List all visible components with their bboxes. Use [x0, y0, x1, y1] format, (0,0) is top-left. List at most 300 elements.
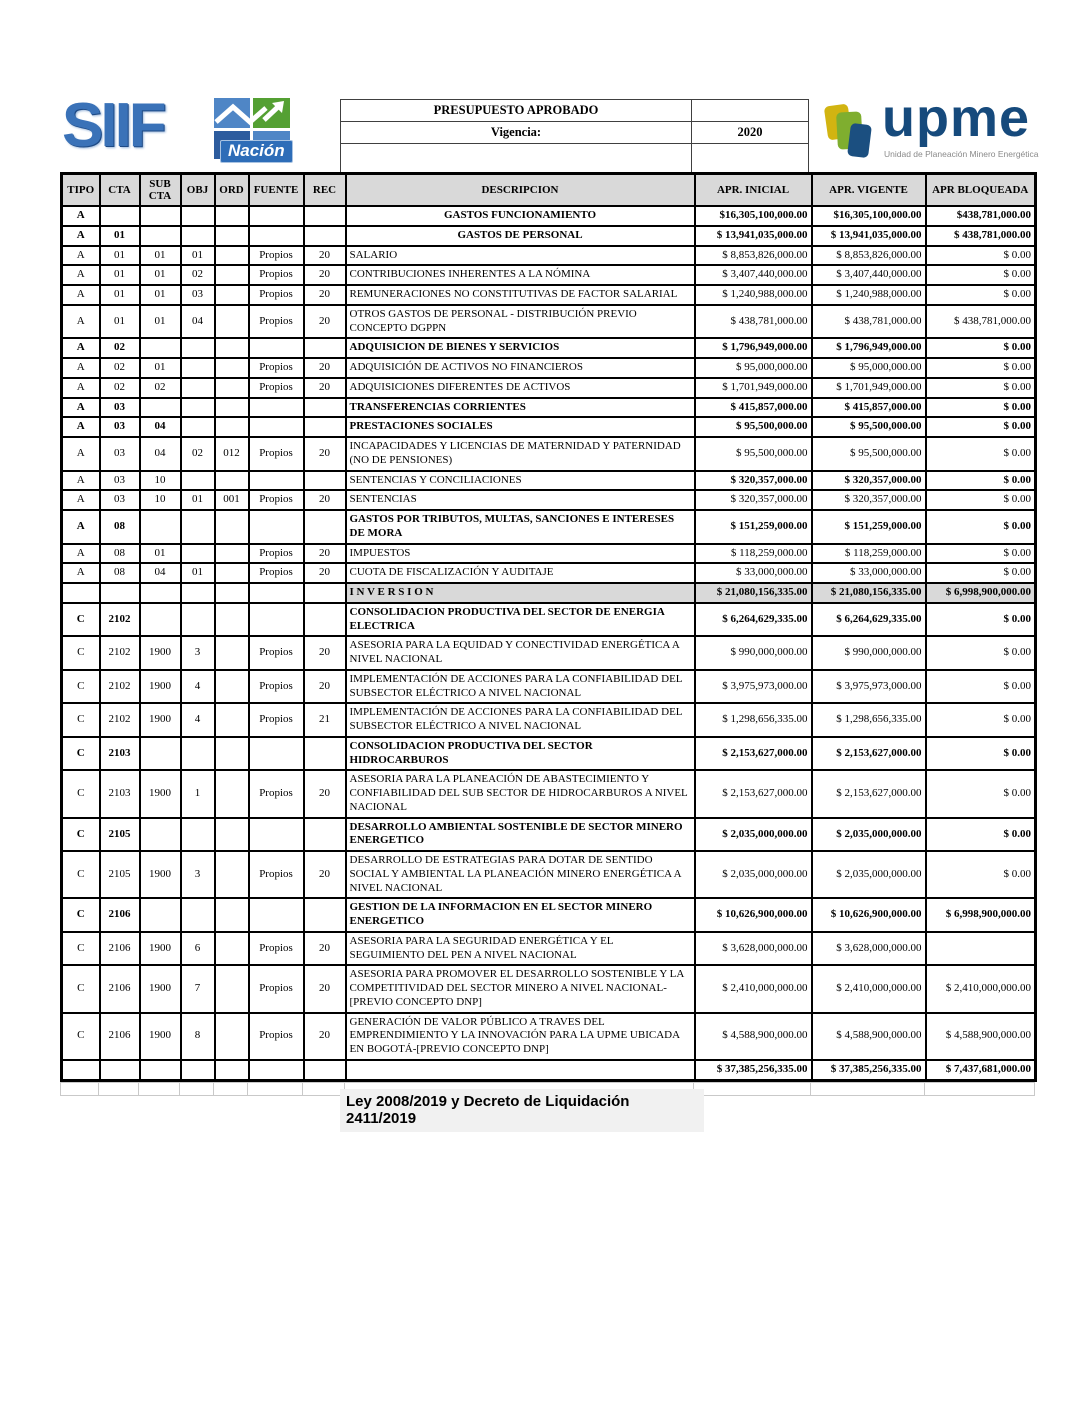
- cell-obj: [181, 510, 215, 544]
- table-row: [62, 398, 1036, 418]
- cell-apr-bloqueada: $ 0.00: [926, 398, 1036, 418]
- cell-apr-bloqueada: $ 6,998,900,000.00: [926, 583, 1036, 603]
- cell-rec: 20: [304, 851, 346, 898]
- cell-apr-vigente: $ 151,259,000.00: [812, 510, 926, 544]
- cell-sub: 04: [140, 437, 181, 471]
- cell-obj: [181, 378, 215, 398]
- cell-fuente: [249, 898, 304, 932]
- cell-obj: [181, 471, 215, 491]
- cell-obj: [181, 603, 215, 637]
- cell-obj: 04: [181, 305, 215, 339]
- cell-apr-bloqueada: $ 0.00: [926, 378, 1036, 398]
- cell-desc: GESTION DE LA INFORMACION EN EL SECTOR MINERO ENERGETICO: [346, 898, 695, 932]
- cell-tipo: A: [62, 358, 100, 378]
- header-box: [340, 99, 809, 173]
- cell-sub: [140, 510, 181, 544]
- cell-apr-inicial: $ 95,500,000.00: [695, 437, 812, 471]
- cell-apr-vigente: $ 1,240,988,000.00: [812, 285, 926, 305]
- cell-apr-bloqueada: $ 0.00: [926, 358, 1036, 378]
- cell-apr-inicial: $ 95,000,000.00: [695, 358, 812, 378]
- cell-sub: 02: [140, 378, 181, 398]
- table-row: [62, 703, 1036, 737]
- cell-tipo: [62, 583, 100, 603]
- cell-apr-vigente: $ 33,000,000.00: [812, 563, 926, 583]
- cell-rec: 20: [304, 246, 346, 266]
- cell-apr-vigente: $ 320,357,000.00: [812, 471, 926, 491]
- table-row: [62, 583, 1036, 603]
- cell-ord: [215, 770, 249, 817]
- cell-apr-inicial: $ 118,259,000.00: [695, 544, 812, 564]
- cell-desc: DESARROLLO AMBIENTAL SOSTENIBLE DE SECTOR MINERO ENERGETICO: [346, 818, 695, 852]
- cell-apr-bloqueada: $ 0.00: [926, 544, 1036, 564]
- cell-cta: [100, 583, 140, 603]
- cell-tipo: A: [62, 437, 100, 471]
- spacer-cell: [139, 1082, 180, 1095]
- cell-apr-vigente: $ 8,853,826,000.00: [812, 246, 926, 266]
- budget-table-body: [62, 206, 1036, 1080]
- cell-apr-inicial: $ 1,701,949,000.00: [695, 378, 812, 398]
- budget-table-header: [62, 174, 1036, 207]
- cell-rec: 20: [304, 1013, 346, 1060]
- cell-cta: 2106: [100, 932, 140, 966]
- cell-apr-inicial: $ 37,385,256,335.00: [695, 1060, 812, 1080]
- cell-rec: 20: [304, 932, 346, 966]
- cell-apr-inicial: $ 13,941,035,000.00: [695, 226, 812, 246]
- cell-apr-vigente: $ 1,701,949,000.00: [812, 378, 926, 398]
- cell-apr-inicial: $ 3,407,440,000.00: [695, 265, 812, 285]
- cell-apr-vigente: $ 95,500,000.00: [812, 437, 926, 471]
- table-row: [62, 358, 1036, 378]
- cell-fuente: Propios: [249, 358, 304, 378]
- cell-cta: 2102: [100, 603, 140, 637]
- cell-rec: [304, 818, 346, 852]
- cell-tipo: C: [62, 603, 100, 637]
- column-header-apr-bloqueada: APR BLOQUEADA: [926, 174, 1036, 207]
- cell-obj: [181, 226, 215, 246]
- table-row: [62, 378, 1036, 398]
- cell-rec: 20: [304, 965, 346, 1012]
- upme-leaf-blue: [847, 123, 872, 158]
- cell-cta: 2106: [100, 1013, 140, 1060]
- cell-tipo: A: [62, 563, 100, 583]
- cell-fuente: Propios: [249, 246, 304, 266]
- cell-ord: [215, 703, 249, 737]
- cell-apr-inicial: $ 2,035,000,000.00: [695, 851, 812, 898]
- cell-desc: GASTOS POR TRIBUTOS, MULTAS, SANCIONES E INTERESES DE MORA: [346, 510, 695, 544]
- cell-desc: ASESORIA PARA PROMOVER EL DESARROLLO SOSTENIBLE Y LA COMPETITIVIDAD DEL SECTOR MINERO A NIVEL NACIONAL-[PREVIO CONCEPTO DNP]: [346, 965, 695, 1012]
- cell-ord: 012: [215, 437, 249, 471]
- cell-apr-vigente: $ 13,941,035,000.00: [812, 226, 926, 246]
- cell-apr-vigente: $ 6,264,629,335.00: [812, 603, 926, 637]
- cell-cta: 08: [100, 510, 140, 544]
- cell-desc: OTROS GASTOS DE PERSONAL - DISTRIBUCIÓN PREVIO CONCEPTO DGPPN: [346, 305, 695, 339]
- upme-logo: [826, 88, 1039, 163]
- table-row: [62, 490, 1036, 510]
- cell-tipo: A: [62, 471, 100, 491]
- spacer-cell: [180, 1082, 214, 1095]
- cell-obj: [181, 206, 215, 226]
- cell-fuente: [249, 226, 304, 246]
- cell-fuente: Propios: [249, 305, 304, 339]
- cell-cta: 02: [100, 338, 140, 358]
- cell-apr-inicial: $ 320,357,000.00: [695, 471, 812, 491]
- cell-cta: 2102: [100, 703, 140, 737]
- table-row: [62, 338, 1036, 358]
- cell-apr-inicial: $ 10,626,900,000.00: [695, 898, 812, 932]
- cell-apr-bloqueada: $ 4,588,900,000.00: [926, 1013, 1036, 1060]
- cell-desc: REMUNERACIONES NO CONSTITUTIVAS DE FACTOR SALARIAL: [346, 285, 695, 305]
- cell-desc: IMPUESTOS: [346, 544, 695, 564]
- cell-sub: 04: [140, 417, 181, 437]
- cell-desc: DESARROLLO DE ESTRATEGIAS PARA DOTAR DE SENTIDO SOCIAL Y AMBIENTAL LA PLANEACIÓN MINERO ENERGÉTICA A NIVEL NACIONAL: [346, 851, 695, 898]
- cell-obj: [181, 1060, 215, 1080]
- cell-rec: 20: [304, 265, 346, 285]
- spacer-cell: [925, 1082, 1035, 1095]
- table-row: [62, 737, 1036, 771]
- table-row: [62, 818, 1036, 852]
- cell-ord: [215, 737, 249, 771]
- cell-desc: TRANSFERENCIAS CORRIENTES: [346, 398, 695, 418]
- cell-apr-bloqueada: $ 0.00: [926, 285, 1036, 305]
- cell-obj: [181, 398, 215, 418]
- cell-ord: [215, 510, 249, 544]
- cell-sub: [140, 818, 181, 852]
- cell-rec: [304, 603, 346, 637]
- cell-cta: 2103: [100, 770, 140, 817]
- cell-apr-inicial: $ 21,080,156,335.00: [695, 583, 812, 603]
- siif-logo-text: SIIF: [62, 91, 164, 160]
- cell-apr-inicial: $ 1,298,656,335.00: [695, 703, 812, 737]
- presupuesto-title: PRESUPUESTO APROBADO: [341, 100, 692, 122]
- cell-tipo: C: [62, 1013, 100, 1060]
- cell-fuente: [249, 417, 304, 437]
- cell-obj: 4: [181, 670, 215, 704]
- cell-apr-vigente: $ 2,035,000,000.00: [812, 818, 926, 852]
- cell-tipo: A: [62, 285, 100, 305]
- cell-tipo: A: [62, 544, 100, 564]
- cell-apr-inicial: $ 95,500,000.00: [695, 417, 812, 437]
- cell-fuente: [249, 737, 304, 771]
- cell-obj: [181, 338, 215, 358]
- table-row: [62, 603, 1036, 637]
- cell-fuente: Propios: [249, 636, 304, 670]
- cell-fuente: [249, 603, 304, 637]
- cell-apr-bloqueada: $ 0.00: [926, 737, 1036, 771]
- cell-ord: [215, 670, 249, 704]
- spacer-cell: [694, 1082, 811, 1095]
- cell-cta: [100, 1060, 140, 1080]
- cell-ord: [215, 206, 249, 226]
- column-header-rec: REC: [304, 174, 346, 207]
- cell-rec: [304, 737, 346, 771]
- cell-apr-inicial: $ 3,628,000,000.00: [695, 932, 812, 966]
- cell-rec: [304, 898, 346, 932]
- cell-rec: [304, 206, 346, 226]
- cell-apr-bloqueada: $ 438,781,000.00: [926, 305, 1036, 339]
- cell-ord: [215, 398, 249, 418]
- cell-cta: 01: [100, 305, 140, 339]
- cell-fuente: [249, 818, 304, 852]
- header-box-empty-cell: [341, 144, 692, 173]
- cell-sub: 1900: [140, 965, 181, 1012]
- cell-tipo: A: [62, 417, 100, 437]
- cell-tipo: A: [62, 265, 100, 285]
- cell-fuente: Propios: [249, 490, 304, 510]
- cell-fuente: Propios: [249, 932, 304, 966]
- cell-desc: [346, 1060, 695, 1080]
- cell-cta: 03: [100, 417, 140, 437]
- cell-apr-inicial: $ 990,000,000.00: [695, 636, 812, 670]
- column-header-desc: DESCRIPCION: [346, 174, 695, 207]
- cell-apr-vigente: $16,305,100,000.00: [812, 206, 926, 226]
- cell-apr-bloqueada: $ 0.00: [926, 510, 1036, 544]
- cell-cta: 03: [100, 437, 140, 471]
- cell-sub: [140, 737, 181, 771]
- cell-rec: 20: [304, 305, 346, 339]
- cell-desc: ASESORIA PARA LA SEGURIDAD ENERGÉTICA Y EL SEGUIMIENTO DEL PEN A NIVEL NACIONAL: [346, 932, 695, 966]
- cell-apr-vigente: $ 37,385,256,335.00: [812, 1060, 926, 1080]
- cell-apr-vigente: $ 320,357,000.00: [812, 490, 926, 510]
- cell-obj: [181, 818, 215, 852]
- cell-desc: INCAPACIDADES Y LICENCIAS DE MATERNIDAD Y PATERNIDAD (NO DE PENSIONES): [346, 437, 695, 471]
- cell-obj: 02: [181, 437, 215, 471]
- table-row: [62, 898, 1036, 932]
- cell-cta: 01: [100, 246, 140, 266]
- cell-apr-bloqueada: $ 0.00: [926, 636, 1036, 670]
- cell-desc: CONSOLIDACION PRODUCTIVA DEL SECTOR HIDROCARBUROS: [346, 737, 695, 771]
- table-row: [62, 471, 1036, 491]
- column-header-obj: OBJ: [181, 174, 215, 207]
- cell-ord: [215, 378, 249, 398]
- cell-sub: [140, 898, 181, 932]
- cell-fuente: [249, 206, 304, 226]
- cell-cta: 01: [100, 285, 140, 305]
- footer-note: Ley 2008/2019 y Decreto de Liquidación 2411/2019: [340, 1089, 704, 1132]
- cell-tipo: A: [62, 206, 100, 226]
- cell-tipo: C: [62, 737, 100, 771]
- cell-rec: [304, 338, 346, 358]
- cell-fuente: [249, 510, 304, 544]
- cell-fuente: [249, 1060, 304, 1080]
- cell-apr-inicial: $ 1,240,988,000.00: [695, 285, 812, 305]
- cell-obj: 02: [181, 265, 215, 285]
- cell-sub: 1900: [140, 932, 181, 966]
- cell-apr-vigente: $ 2,153,627,000.00: [812, 770, 926, 817]
- upme-tagline: Unidad de Planeación Minero Energética: [884, 149, 1039, 159]
- cell-sub: [140, 338, 181, 358]
- cell-apr-inicial: $ 2,035,000,000.00: [695, 818, 812, 852]
- cell-obj: 7: [181, 965, 215, 1012]
- table-row: [62, 226, 1036, 246]
- spacer-cell: [99, 1082, 139, 1095]
- cell-apr-inicial: $ 6,264,629,335.00: [695, 603, 812, 637]
- cell-apr-vigente: $ 415,857,000.00: [812, 398, 926, 418]
- cell-apr-vigente: $ 2,035,000,000.00: [812, 851, 926, 898]
- cell-ord: [215, 246, 249, 266]
- cell-apr-bloqueada: $ 2,410,000,000.00: [926, 965, 1036, 1012]
- cell-fuente: Propios: [249, 563, 304, 583]
- table-row: [62, 305, 1036, 339]
- cell-apr-inicial: $ 2,153,627,000.00: [695, 770, 812, 817]
- cell-cta: 2105: [100, 851, 140, 898]
- cell-cta: [100, 206, 140, 226]
- cell-ord: [215, 965, 249, 1012]
- cell-ord: [215, 1060, 249, 1080]
- cell-rec: 20: [304, 358, 346, 378]
- cell-desc: SALARIO: [346, 246, 695, 266]
- cell-apr-bloqueada: $ 0.00: [926, 603, 1036, 637]
- cell-apr-vigente: $ 4,588,900,000.00: [812, 1013, 926, 1060]
- cell-cta: 08: [100, 544, 140, 564]
- cell-tipo: C: [62, 670, 100, 704]
- cell-obj: 01: [181, 490, 215, 510]
- cell-apr-bloqueada: $ 0.00: [926, 437, 1036, 471]
- cell-apr-vigente: $ 10,626,900,000.00: [812, 898, 926, 932]
- cell-apr-vigente: $ 1,298,656,335.00: [812, 703, 926, 737]
- cell-sub: 1900: [140, 703, 181, 737]
- cell-cta: 03: [100, 398, 140, 418]
- cell-apr-vigente: $ 3,975,973,000.00: [812, 670, 926, 704]
- cell-ord: [215, 358, 249, 378]
- cell-apr-bloqueada: $438,781,000.00: [926, 206, 1036, 226]
- cell-rec: 20: [304, 636, 346, 670]
- cell-desc: GASTOS FUNCIONAMIENTO: [346, 206, 695, 226]
- cell-cta: 01: [100, 226, 140, 246]
- cell-cta: 2103: [100, 737, 140, 771]
- cell-apr-bloqueada: $ 6,998,900,000.00: [926, 898, 1036, 932]
- cell-ord: [215, 932, 249, 966]
- cell-tipo: A: [62, 246, 100, 266]
- cell-ord: [215, 265, 249, 285]
- cell-apr-bloqueada: $ 0.00: [926, 490, 1036, 510]
- cell-sub: 01: [140, 246, 181, 266]
- cell-tipo: C: [62, 770, 100, 817]
- cell-apr-bloqueada: $ 438,781,000.00: [926, 226, 1036, 246]
- cell-obj: [181, 583, 215, 603]
- cell-tipo: C: [62, 851, 100, 898]
- cell-apr-bloqueada: $ 0.00: [926, 563, 1036, 583]
- upme-leaf-icon: [826, 103, 878, 161]
- cell-apr-bloqueada: [926, 932, 1036, 966]
- cell-ord: 001: [215, 490, 249, 510]
- cell-apr-bloqueada: $ 0.00: [926, 770, 1036, 817]
- header-box-empty-top: [692, 100, 809, 122]
- cell-apr-inicial: $16,305,100,000.00: [695, 206, 812, 226]
- cell-cta: 2102: [100, 670, 140, 704]
- column-header-sub: SUB CTA: [140, 174, 181, 207]
- cell-cta: 2106: [100, 898, 140, 932]
- table-row: [62, 932, 1036, 966]
- cell-ord: [215, 226, 249, 246]
- cell-tipo: A: [62, 338, 100, 358]
- cell-apr-vigente: $ 1,796,949,000.00: [812, 338, 926, 358]
- cell-sub: [140, 226, 181, 246]
- cell-fuente: Propios: [249, 285, 304, 305]
- cell-desc: PRESTACIONES SOCIALES: [346, 417, 695, 437]
- cell-apr-vigente: $ 2,153,627,000.00: [812, 737, 926, 771]
- cell-obj: [181, 898, 215, 932]
- cell-ord: [215, 417, 249, 437]
- cell-ord: [215, 563, 249, 583]
- cell-rec: [304, 398, 346, 418]
- cell-sub: 04: [140, 563, 181, 583]
- cell-fuente: Propios: [249, 965, 304, 1012]
- cell-tipo: C: [62, 818, 100, 852]
- cell-sub: 1900: [140, 636, 181, 670]
- cell-rec: 20: [304, 770, 346, 817]
- cell-desc: CUOTA DE FISCALIZACIÓN Y AUDITAJE: [346, 563, 695, 583]
- cell-cta: 08: [100, 563, 140, 583]
- cell-cta: 03: [100, 490, 140, 510]
- cell-desc: ADQUISICION DE BIENES Y SERVICIOS: [346, 338, 695, 358]
- header-box-empty-cell: [692, 144, 809, 173]
- cell-apr-vigente: $ 3,407,440,000.00: [812, 265, 926, 285]
- vigencia-label: Vigencia:: [341, 122, 692, 144]
- cell-ord: [215, 285, 249, 305]
- cell-cta: 02: [100, 358, 140, 378]
- cell-apr-inicial: $ 33,000,000.00: [695, 563, 812, 583]
- cell-sub: 01: [140, 265, 181, 285]
- cell-obj: [181, 544, 215, 564]
- siif-logo: [62, 91, 294, 168]
- cell-apr-vigente: $ 95,000,000.00: [812, 358, 926, 378]
- cell-apr-inicial: $ 2,410,000,000.00: [695, 965, 812, 1012]
- cell-obj: [181, 737, 215, 771]
- cell-fuente: Propios: [249, 544, 304, 564]
- cell-tipo: A: [62, 490, 100, 510]
- column-header-apr-vigente: APR. VIGENTE: [812, 174, 926, 207]
- upme-logo-text: upme: [882, 88, 1031, 148]
- cell-apr-vigente: $ 438,781,000.00: [812, 305, 926, 339]
- cell-sub: 01: [140, 285, 181, 305]
- cell-tipo: C: [62, 965, 100, 1012]
- cell-cta: 03: [100, 471, 140, 491]
- cell-apr-vigente: $ 3,628,000,000.00: [812, 932, 926, 966]
- cell-sub: 01: [140, 305, 181, 339]
- cell-obj: 3: [181, 851, 215, 898]
- cell-ord: [215, 603, 249, 637]
- cell-ord: [215, 1013, 249, 1060]
- cell-ord: [215, 471, 249, 491]
- cell-tipo: A: [62, 510, 100, 544]
- cell-cta: 01: [100, 265, 140, 285]
- cell-apr-inicial: $ 320,357,000.00: [695, 490, 812, 510]
- cell-obj: 03: [181, 285, 215, 305]
- cell-apr-bloqueada: $ 0.00: [926, 670, 1036, 704]
- cell-rec: 20: [304, 437, 346, 471]
- cell-tipo: C: [62, 932, 100, 966]
- cell-apr-bloqueada: $ 0.00: [926, 851, 1036, 898]
- cell-apr-bloqueada: $ 0.00: [926, 818, 1036, 852]
- cell-ord: [215, 305, 249, 339]
- cell-apr-vigente: $ 95,500,000.00: [812, 417, 926, 437]
- cell-obj: 6: [181, 932, 215, 966]
- budget-table-wrap: [60, 172, 1034, 1096]
- cell-ord: [215, 818, 249, 852]
- cell-apr-vigente: $ 118,259,000.00: [812, 544, 926, 564]
- table-row: [62, 770, 1036, 817]
- cell-sub: 1900: [140, 670, 181, 704]
- cell-sub: 01: [140, 358, 181, 378]
- cell-apr-inicial: $ 2,153,627,000.00: [695, 737, 812, 771]
- cell-sub: 10: [140, 490, 181, 510]
- cell-apr-bloqueada: $ 0.00: [926, 471, 1036, 491]
- cell-fuente: Propios: [249, 437, 304, 471]
- cell-desc: I N V E R S I O N: [346, 583, 695, 603]
- cell-desc: GENERACIÓN DE VALOR PÚBLICO A TRAVES DEL EMPRENDIMIENTO Y LA INNOVACIÓN PARA LA UPME UBICADA EN BOGOTÁ-[PREVIO CONCEPTO DNP]: [346, 1013, 695, 1060]
- cell-fuente: Propios: [249, 265, 304, 285]
- cell-desc: IMPLEMENTACIÓN DE ACCIONES PARA LA CONFIABILIDAD DEL SUBSECTOR ELÉCTRICO A NIVEL NACIONAL: [346, 703, 695, 737]
